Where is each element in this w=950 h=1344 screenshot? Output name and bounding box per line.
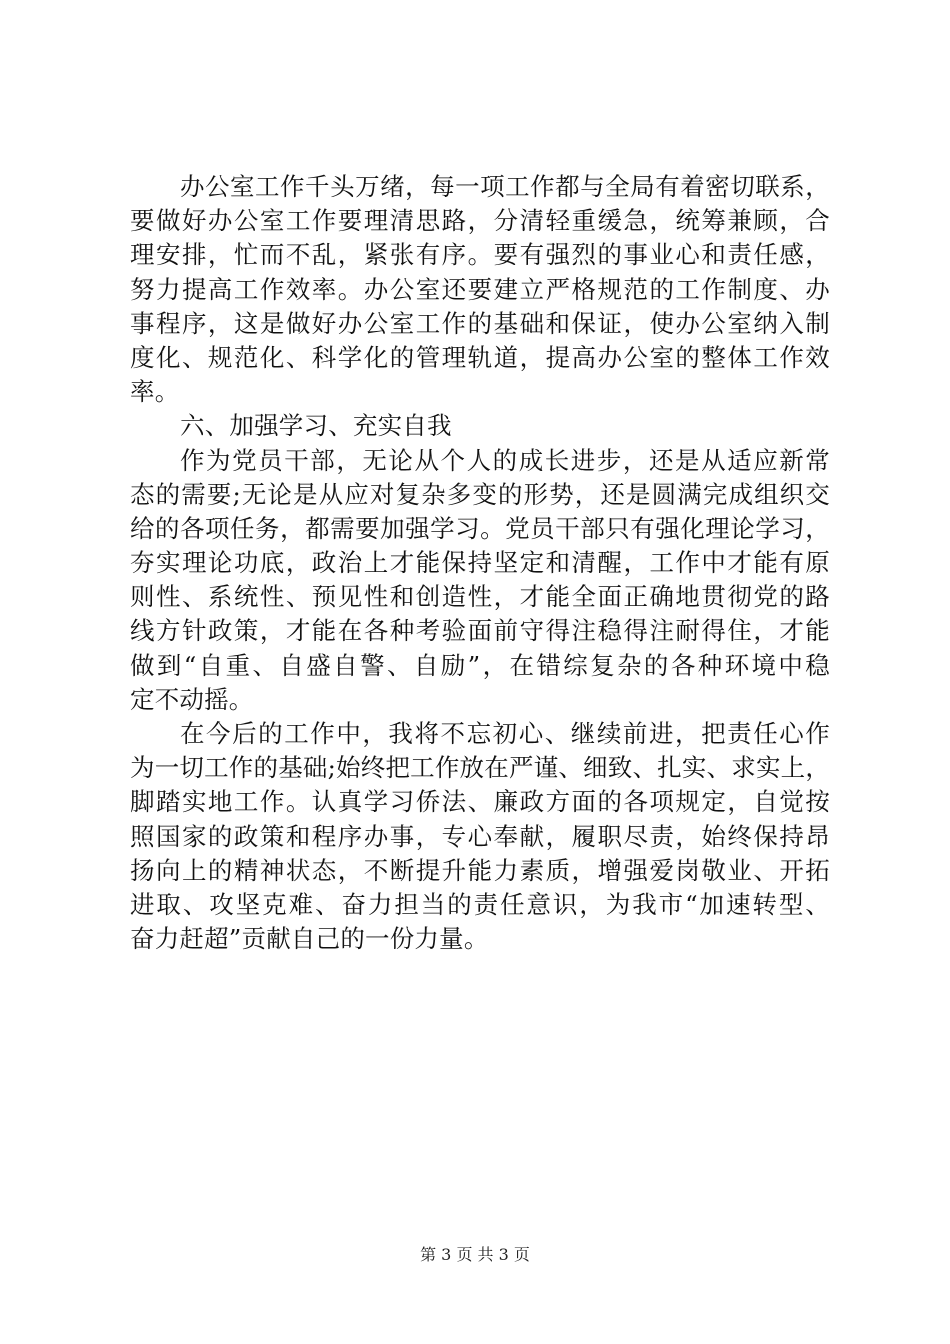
text-line: 线方针政策，才能在各种考验面前守得注稳得注耐得住，才能: [130, 616, 830, 646]
text-line: 办公室工作千头万绪，每一项工作都与全局有着密切联系，: [180, 172, 830, 201]
paragraph: [130, 170, 830, 409]
text-line: 为一切工作的基础;始终把工作放在严谨、细致、扎实、求实上，: [130, 753, 831, 783]
text-line: 要做好办公室工作要理清思路，分清轻重缓急，统筹兼顾，合: [130, 206, 830, 236]
text-line: 理安排，忙而不乱，紧张有序。要有强烈的事业心和责任感，: [130, 240, 830, 270]
text-line: 给的各项任务，都需要加强学习。党员干部只有强化理论学习，: [130, 513, 830, 543]
document-body: [130, 170, 830, 956]
text-line: 度化、规范化、科学化的管理轨道，提高办公室的整体工作效: [130, 342, 830, 372]
paragraph: [130, 409, 830, 443]
text-line: 进取、攻坚克难、奋力担当的责任意识，为我市“加速转型、: [130, 889, 830, 919]
text-line: 扬向上的精神状态，不断提升能力素质，增强爱岗敬业、开拓: [130, 855, 830, 885]
text-line: 照国家的政策和程序办事，专心奉献，履职尽责，始终保持昂: [130, 821, 830, 851]
text-line: 脚踏实地工作。认真学习侨法、廉政方面的各项规定，自觉按: [130, 787, 830, 817]
text-line: 则性、系统性、预见性和创造性，才能全面正确地贯彻党的路: [130, 582, 830, 612]
text-line: 作为党员干部，无论从个人的成长进步，还是从适应新常: [180, 445, 830, 475]
text-line: 态的需要;无论是从应对复杂多变的形势，还是圆满完成组织交: [130, 479, 830, 509]
paragraph: [130, 717, 830, 956]
text-line: 在今后的工作中，我将不忘初心、继续前进，把责任心作: [180, 719, 830, 748]
text-line: 率。: [130, 377, 180, 407]
text-line: 做到“自重、自盛自警、自励”，在错综复杂的各种环境中稳: [130, 650, 830, 680]
text-line: 六、加强学习、充实自我: [180, 411, 452, 441]
text-line: 事程序，这是做好办公室工作的基础和保证，使办公室纳入制: [130, 308, 830, 338]
page-footer: 第 3 页 共 3 页: [420, 1245, 530, 1264]
paragraph: [130, 444, 830, 718]
text-line: 奋力赶超”贡献自己的一份力量。: [130, 924, 489, 954]
text-line: 夯实理论功底，政治上才能保持坚定和清醒，工作中才能有原: [130, 548, 830, 578]
text-line: 努力提高工作效率。办公室还要建立严格规范的工作制度、办: [130, 274, 830, 304]
text-line: 定不动摇。: [130, 684, 254, 714]
